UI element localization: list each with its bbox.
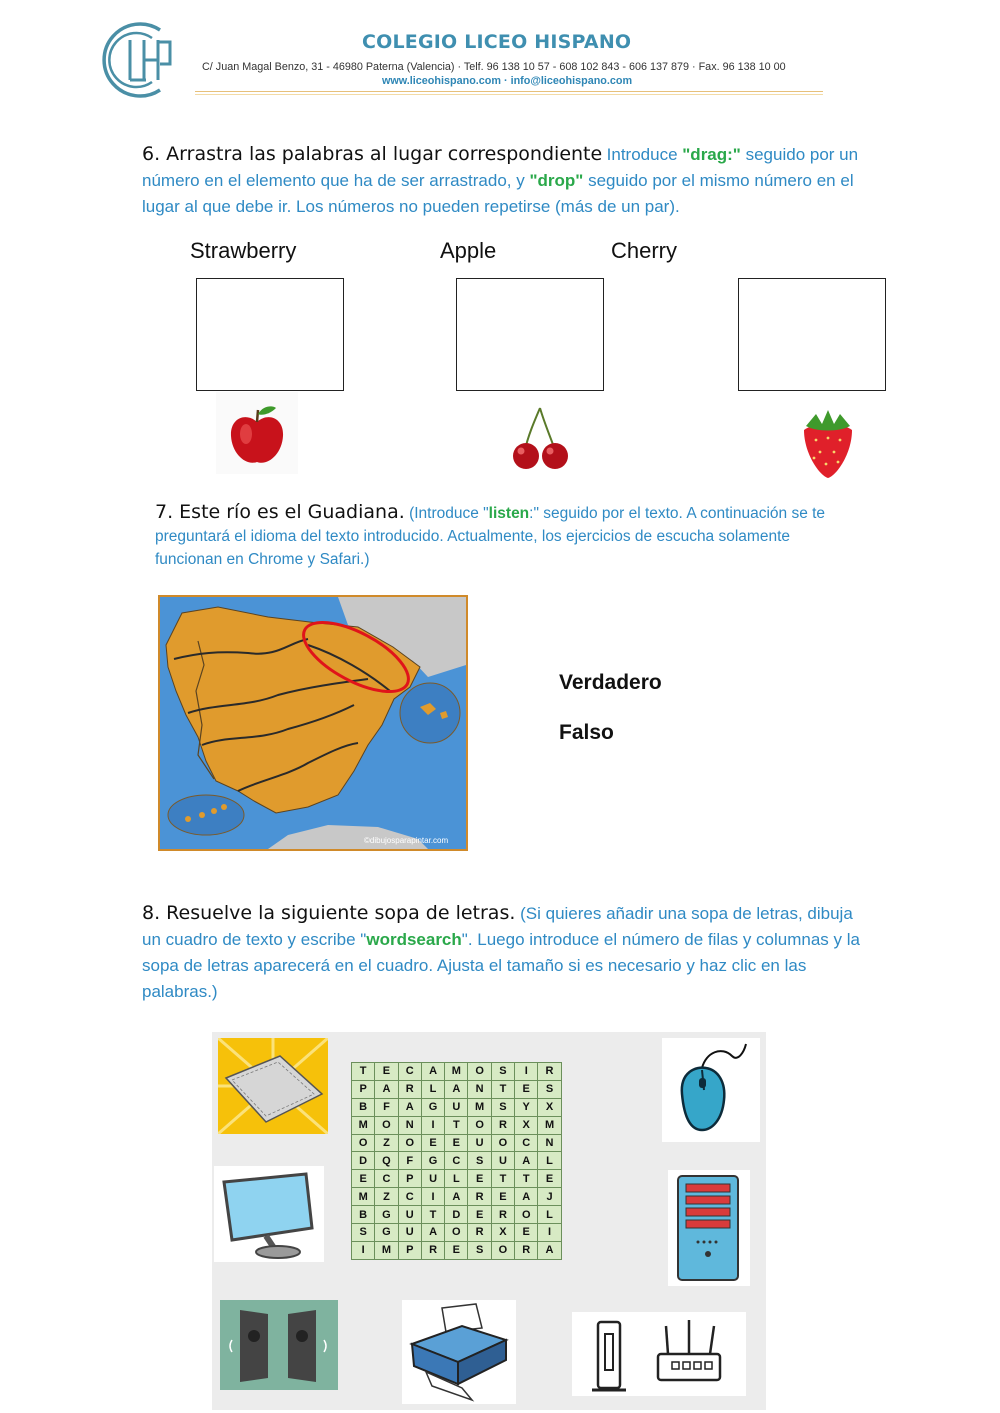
wordsearch-row xyxy=(352,1224,562,1242)
wordsearch-cell[interactable]: X xyxy=(515,1116,538,1134)
wordsearch-cell[interactable]: O xyxy=(515,1206,538,1224)
drop-box-3[interactable] xyxy=(738,278,886,391)
wordsearch-cell[interactable]: M xyxy=(538,1116,561,1134)
wordsearch-row xyxy=(352,1134,562,1152)
wordsearch-cell[interactable]: E xyxy=(538,1170,561,1188)
wordsearch-cell[interactable]: M xyxy=(445,1063,468,1081)
wordsearch-cell[interactable]: Z xyxy=(375,1188,398,1206)
wordsearch-cell[interactable]: O xyxy=(398,1134,421,1152)
wordsearch-cell[interactable]: M xyxy=(352,1116,375,1134)
wordsearch-cell[interactable]: J xyxy=(538,1188,561,1206)
wordsearch-cell[interactable]: A xyxy=(398,1098,421,1116)
mouse-image xyxy=(662,1038,760,1142)
drop-box-2[interactable] xyxy=(456,278,604,391)
q8-heading xyxy=(142,901,862,1005)
wordsearch-cell[interactable]: U xyxy=(421,1170,444,1188)
wordsearch-cell[interactable]: O xyxy=(468,1063,491,1081)
wordsearch-row xyxy=(352,1063,562,1081)
wordsearch-cell[interactable]: E xyxy=(515,1224,538,1242)
wordsearch-cell[interactable]: G xyxy=(375,1224,398,1242)
wordsearch-cell[interactable]: I xyxy=(421,1188,444,1206)
wordsearch-cell[interactable]: O xyxy=(445,1224,468,1242)
wordsearch-row xyxy=(352,1206,562,1224)
school-name: COLEGIO LICEO HISPANO xyxy=(362,31,632,53)
wordsearch-cell[interactable]: O xyxy=(468,1116,491,1134)
q7-instructions: (Introduce "listen:" seguido por el texto. A continuación se te preguntará el idioma del texto introducido. Actualmente, los ejercicios de escucha solamente funcionan en Chrome y Safari.) xyxy=(155,505,826,568)
wordsearch-cell[interactable]: R xyxy=(491,1206,514,1224)
wordsearch-cell[interactable]: G xyxy=(375,1206,398,1224)
wordsearch-row xyxy=(352,1241,562,1259)
wordsearch-row xyxy=(352,1116,562,1134)
wordsearch-cell[interactable]: T xyxy=(445,1116,468,1134)
wordsearch-cell[interactable]: R xyxy=(491,1116,514,1134)
wordsearch-cell[interactable]: X xyxy=(538,1098,561,1116)
school-logo xyxy=(100,18,184,102)
wordsearch-row xyxy=(352,1098,562,1116)
wordsearch-row xyxy=(352,1170,562,1188)
wordsearch-cell[interactable]: A xyxy=(538,1241,561,1259)
wordsearch-row xyxy=(352,1152,562,1170)
wordsearch-cell[interactable]: O xyxy=(352,1134,375,1152)
wordsearch-cell[interactable]: A xyxy=(515,1188,538,1206)
wordsearch-cell[interactable]: D xyxy=(352,1152,375,1170)
wordsearch-cell[interactable]: P xyxy=(398,1241,421,1259)
keyboard-image xyxy=(218,1038,328,1134)
wordsearch-cell[interactable]: S xyxy=(491,1063,514,1081)
school-address: C/ Juan Magal Benzo, 31 - 46980 Paterna (Valencia) · Telf. 96 138 10 57 - 608 102 843 - 606 137 879 · Fax. 96 138 10 00 xyxy=(202,61,786,73)
wordsearch-row xyxy=(352,1080,562,1098)
apple-image xyxy=(216,392,298,474)
wordsearch-cell[interactable]: U xyxy=(398,1224,421,1242)
wordsearch-cell[interactable]: E xyxy=(515,1080,538,1098)
wordsearch-cell[interactable]: S xyxy=(468,1152,491,1170)
wordsearch-cell[interactable]: L xyxy=(538,1206,561,1224)
wordsearch-cell[interactable]: A xyxy=(445,1188,468,1206)
wordsearch-cell[interactable]: S xyxy=(538,1080,561,1098)
wordsearch-cell[interactable]: P xyxy=(398,1170,421,1188)
q7-title: 7. Este río es el Guadiana. xyxy=(155,501,405,523)
q6-heading xyxy=(142,142,862,220)
wordsearch-cell[interactable]: U xyxy=(398,1206,421,1224)
wordsearch-cell[interactable]: I xyxy=(352,1241,375,1259)
iberia-map-image xyxy=(158,595,468,851)
wordsearch-cell[interactable]: E xyxy=(421,1134,444,1152)
wordsearch-cell[interactable]: I xyxy=(421,1116,444,1134)
wordsearch-cell[interactable]: T xyxy=(491,1080,514,1098)
wordsearch-cell[interactable]: O xyxy=(491,1241,514,1259)
computer-tower-image xyxy=(668,1170,750,1286)
wordsearch-cell[interactable]: B xyxy=(352,1098,375,1116)
q6-instructions: Introduce "drag:" seguido por un número en el elemento que ha de ser arrastrado, y "drop" seguido por el mismo número en el lugar al que debe ir. Los números no pueden repetirse (más de un par). xyxy=(142,145,859,216)
keyword-wordsearch: wordsearch xyxy=(366,930,462,949)
wordsearch-cell[interactable]: R xyxy=(468,1224,491,1242)
wordsearch-cell[interactable]: A xyxy=(445,1080,468,1098)
drag-word-apple[interactable]: Apple xyxy=(440,238,497,263)
wordsearch-cell[interactable]: Z xyxy=(375,1134,398,1152)
wordsearch-cell[interactable]: R xyxy=(515,1241,538,1259)
wordsearch-cell[interactable]: N xyxy=(538,1134,561,1152)
wordsearch-cell[interactable]: U xyxy=(445,1098,468,1116)
wordsearch-cell[interactable]: E xyxy=(352,1170,375,1188)
strawberry-image xyxy=(796,404,860,480)
wordsearch-cell[interactable]: T xyxy=(421,1206,444,1224)
option-falso[interactable]: Falso xyxy=(559,721,614,744)
wordsearch-cell[interactable]: O xyxy=(491,1134,514,1152)
wordsearch-cell[interactable]: T xyxy=(491,1170,514,1188)
option-verdadero[interactable]: Verdadero xyxy=(559,671,662,694)
wordsearch-cell[interactable]: A xyxy=(515,1152,538,1170)
wordsearch-cell[interactable]: S xyxy=(352,1224,375,1242)
cherry-image xyxy=(500,402,580,474)
wordsearch-cell[interactable]: C xyxy=(375,1170,398,1188)
keyword-listen: listen xyxy=(488,505,530,522)
monitor-image xyxy=(214,1166,324,1262)
wordsearch-cell[interactable]: F xyxy=(398,1152,421,1170)
map-credit: ©dibujosparapintar.com xyxy=(364,836,449,845)
wordsearch-cell[interactable]: N xyxy=(468,1080,491,1098)
wordsearch-cell[interactable]: N xyxy=(398,1116,421,1134)
drag-word-cherry[interactable]: Cherry xyxy=(611,238,678,263)
wordsearch-cell[interactable]: M xyxy=(375,1241,398,1259)
wordsearch-row xyxy=(352,1188,562,1206)
keyword-drag: "drag:" xyxy=(682,145,741,164)
header-divider xyxy=(195,91,823,92)
wordsearch-cell[interactable]: E xyxy=(468,1206,491,1224)
wordsearch-cell[interactable]: C xyxy=(398,1063,421,1081)
wordsearch-cell[interactable]: M xyxy=(468,1098,491,1116)
school-web-link[interactable]: www.liceohispano.com · info@liceohispano.com xyxy=(382,75,633,87)
wordsearch-cell[interactable]: O xyxy=(375,1116,398,1134)
speakers-image xyxy=(220,1300,338,1390)
wordsearch-cell[interactable]: U xyxy=(491,1152,514,1170)
q8-title: 8. Resuelve la siguiente sopa de letras. xyxy=(142,902,516,924)
wordsearch-cell[interactable]: E xyxy=(468,1170,491,1188)
wordsearch-cell[interactable]: R xyxy=(398,1080,421,1098)
wordsearch-grid[interactable] xyxy=(351,1062,562,1260)
wordsearch-cell[interactable]: C xyxy=(398,1188,421,1206)
wordsearch-cell[interactable]: L xyxy=(421,1080,444,1098)
q6-title: 6. Arrastra las palabras al lugar correspondiente xyxy=(142,143,603,165)
wordsearch-cell[interactable]: S xyxy=(468,1241,491,1259)
wordsearch-cell[interactable]: E xyxy=(491,1188,514,1206)
wordsearch-cell[interactable]: R xyxy=(538,1063,561,1081)
wordsearch-cell[interactable]: L xyxy=(445,1170,468,1188)
wordsearch-cell[interactable]: D xyxy=(445,1206,468,1224)
wordsearch-cell[interactable]: Y xyxy=(515,1098,538,1116)
wordsearch-cell[interactable]: A xyxy=(421,1063,444,1081)
header-divider-secondary xyxy=(195,94,823,95)
wordsearch-cell[interactable]: E xyxy=(445,1241,468,1259)
keyword-drop: "drop" xyxy=(529,171,584,190)
wordsearch-cell[interactable]: E xyxy=(375,1063,398,1081)
wordsearch-cell[interactable]: P xyxy=(352,1080,375,1098)
wordsearch-cell[interactable]: R xyxy=(421,1241,444,1259)
wordsearch-cell[interactable]: I xyxy=(538,1224,561,1242)
q8-instructions: (Si quieres añadir una sopa de letras, dibuja un cuadro de texto y escribe "wordsearch". Luego introduce el número de filas y columnas y la sopa de letras aparecerá en el cuadro. Ajusta el tamaño si es necesario y haz clic en las palabras.) xyxy=(142,904,860,1001)
wordsearch-cell[interactable]: I xyxy=(515,1063,538,1081)
wordsearch-cell[interactable]: G xyxy=(421,1098,444,1116)
wordsearch-cell[interactable]: C xyxy=(445,1152,468,1170)
wordsearch-cell[interactable]: M xyxy=(352,1188,375,1206)
wordsearch-cell[interactable]: U xyxy=(468,1134,491,1152)
wordsearch-cell[interactable]: R xyxy=(468,1188,491,1206)
wordsearch-cell[interactable]: S xyxy=(491,1098,514,1116)
printer-image xyxy=(402,1300,516,1404)
drag-word-strawberry[interactable]: Strawberry xyxy=(190,238,297,263)
q7-heading xyxy=(155,501,845,571)
wordsearch-cell[interactable]: T xyxy=(352,1063,375,1081)
wordsearch-cell[interactable]: Q xyxy=(375,1152,398,1170)
wordsearch-cell[interactable]: E xyxy=(445,1134,468,1152)
wordsearch-cell[interactable]: T xyxy=(515,1170,538,1188)
wordsearch-cell[interactable]: B xyxy=(352,1206,375,1224)
wordsearch-cell[interactable]: A xyxy=(421,1224,444,1242)
wordsearch-cell[interactable]: L xyxy=(538,1152,561,1170)
drop-box-1[interactable] xyxy=(196,278,344,391)
wordsearch-cell[interactable]: F xyxy=(375,1098,398,1116)
wordsearch-cell[interactable]: G xyxy=(421,1152,444,1170)
modem-router-image xyxy=(572,1312,746,1396)
wordsearch-cell[interactable]: A xyxy=(375,1080,398,1098)
wordsearch-cell[interactable]: X xyxy=(491,1224,514,1242)
wordsearch-cell[interactable]: C xyxy=(515,1134,538,1152)
